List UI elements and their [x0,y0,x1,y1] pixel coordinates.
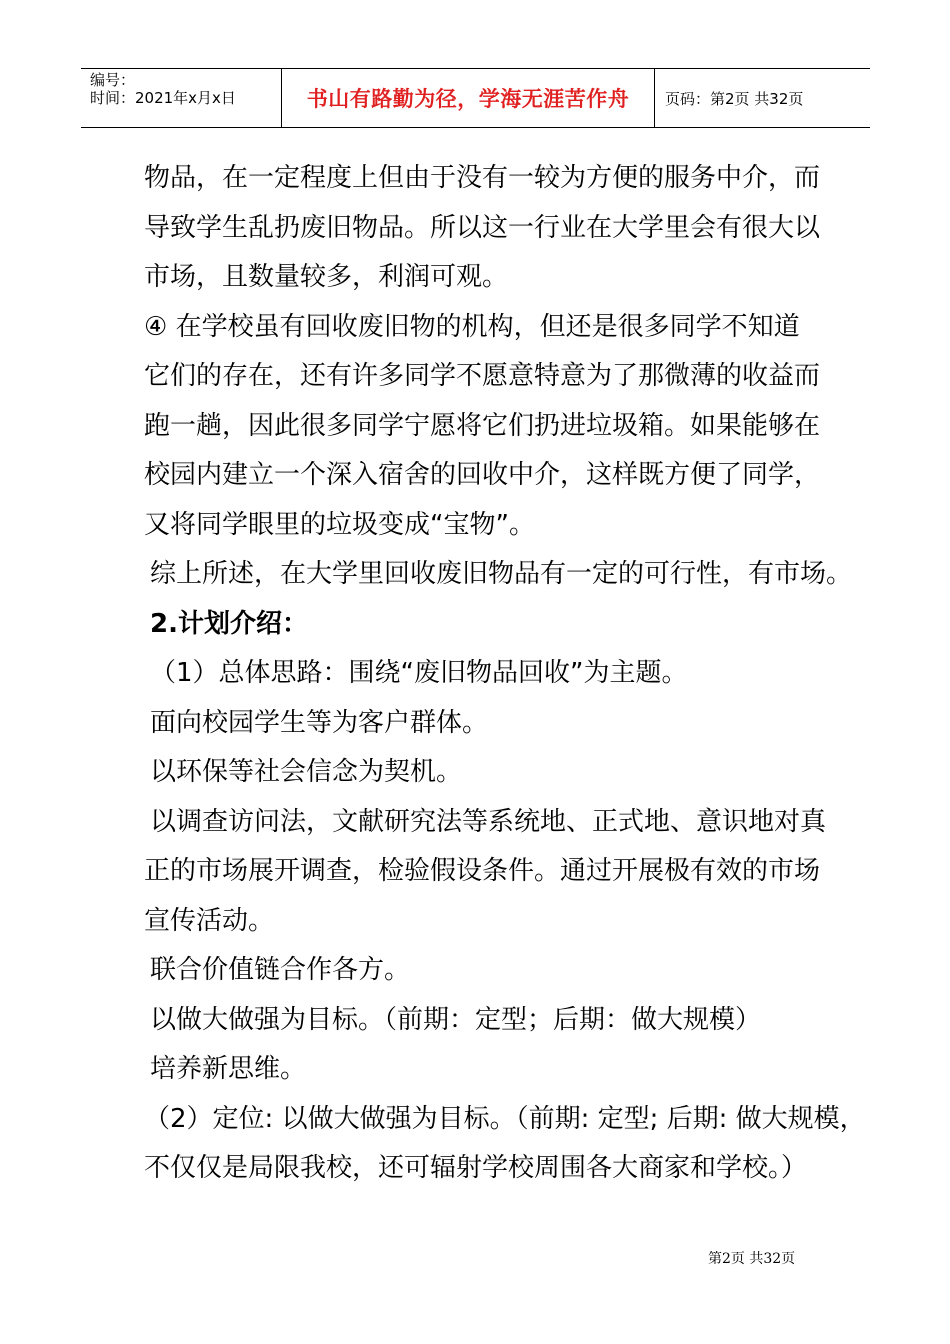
body-line: 市场，且数量较多，利润可观。 [144,262,509,292]
header-motto: 书山有路勤为径，学海无涯苦作舟 [282,69,655,127]
body-line: 以环保等社会信念为契机。 [150,757,463,787]
document-body [144,154,866,1194]
section-heading: 2.计划介绍： [150,608,308,639]
body-line: 物品，在一定程度上但由于没有一较为方便的服务中介，而 [144,163,821,193]
body-line: 跑一趟，因此很多同学宁愿将它们扔进垃圾箱。如果能够在 [144,410,821,441]
header-meta-cell [81,69,282,127]
document-header [81,68,870,128]
header-page-info: 页码：第2页 共32页 [665,89,804,108]
body-line: 导致学生乱扔废旧物品。所以这一行业在大学里会有很大以 [144,212,821,243]
number-label: 编号： [90,71,136,89]
body-line: 面向校园学生等为客户群体。 [150,707,489,738]
body-line: 不仅仅是局限我校，还可辐射学校周围各大商家和学校。） [144,1153,808,1183]
body-line: 以调查访问法，文献研究法等系统地、正式地、意识地对真 [150,806,827,837]
body-line: 培养新思维。 [150,1054,307,1084]
body-line: 以做大做强为目标。（前期：定型；后期：做大规模） [150,1004,762,1035]
body-line: 宣传活动。 [144,905,275,936]
body-line: 正的市场展开调查，检验假设条件。通过开展极有效的市场 [144,856,821,886]
summary-line: 综上所述，在大学里回收废旧物品有一定的可行性，有市场。 [150,559,853,589]
subsection-heading: （1）总体思路：围绕“废旧物品回收”为主题。 [150,658,688,688]
body-line: 联合价值链合作各方。 [150,955,411,985]
time-label: 时间：2021年x月x日 [90,89,236,107]
body-line: ④ 在学校虽有回收废旧物的机构，但还是很多同学不知道 [144,311,800,342]
body-line: 它们的存在，还有许多同学不愿意特意为了那微薄的收益而 [144,361,821,391]
body-line: 校园内建立一个深入宿舍的回收中介，这样既方便了同学， [144,460,821,490]
page-footer: 第2页 共32页 [708,1251,796,1267]
body-line: 又将同学眼里的垃圾变成“宝物”。 [144,509,535,540]
subsection-heading: （2）定位: 以做大做强为目标。（前期: 定型; 后期: 做大规模， [144,1103,866,1134]
